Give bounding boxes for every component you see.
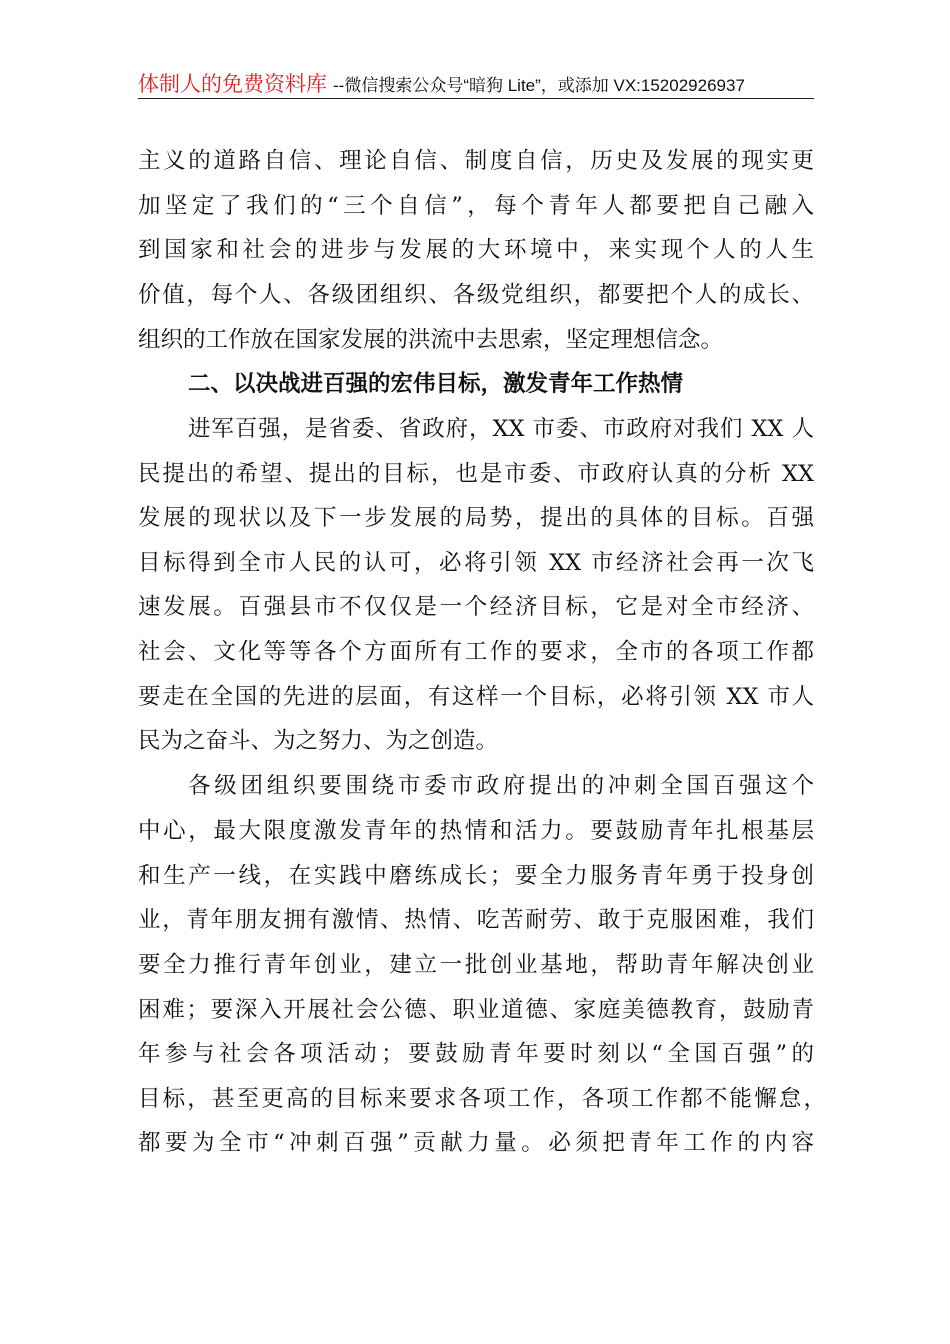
text-line: 进军百强，是省委、省政府，XX 市委、市政府对我们 XX 人 <box>188 416 814 442</box>
text-line: 要全力推行青年创业，建立一批创业基地，帮助青年解决创业 <box>138 952 814 978</box>
text-line: 社会、文化等等各个方面所有工作的要求，全市的各项工作都 <box>138 639 814 665</box>
text-line: 困难；要深入开展社会公德、职业道德、家庭美德教育，鼓励青 <box>138 997 814 1023</box>
text-line: 目标得到全市人民的认可，必将引领 XX 市经济社会再一次飞 <box>138 550 814 576</box>
text-line: 民提出的希望、提出的目标，也是市委、市政府认真的分析 XX <box>138 461 814 487</box>
text-line: 都要为全市“冲刺百强”贡献力量。必须把青年工作的内容 <box>138 1130 814 1156</box>
text-line: 业，青年朋友拥有激情、热情、吃苦耐劳、敢于克服困难，我们 <box>138 907 814 933</box>
section-heading: 二、以决战进百强的宏伟目标，激发青年工作热情 <box>188 371 684 397</box>
text-line: 发展的现状以及下一步发展的局势，提出的具体的目标。百强 <box>138 505 814 531</box>
text-line: 要走在全国的先进的层面，有这样一个目标，必将引领 XX 市人 <box>138 684 814 710</box>
text-line: 和生产一线，在实践中磨练成长；要全力服务青年勇于投身创 <box>138 863 814 889</box>
text-line: 速发展。百强县市不仅仅是一个经济目标，它是对全市经济、 <box>138 594 814 620</box>
text-line: 价值，每个人、各级团组织、各级党组织，都要把个人的成长、 <box>138 282 814 308</box>
text-line: 组织的工作放在国家发展的洪流中去思索，坚定理想信念。 <box>138 327 724 353</box>
page-header <box>138 68 814 99</box>
header-info: --微信搜索公众号“暗狗 Lite”，或添加 VX:15202926937 <box>333 76 745 95</box>
text-line: 主义的道路自信、理论自信、制度自信，历史及发展的现实更 <box>138 148 814 174</box>
text-line: 民为之奋斗、为之努力、为之创造。 <box>138 728 499 754</box>
header-brand: 体制人的免费资料库 <box>138 73 327 96</box>
text-line: 年参与社会各项活动；要鼓励青年要时刻以“全国百强”的 <box>138 1041 814 1067</box>
text-line: 到国家和社会的进步与发展的大环境中，来实现个人的人生 <box>138 237 814 263</box>
text-line: 目标，甚至更高的目标来要求各项工作，各项工作都不能懈怠， <box>138 1086 826 1112</box>
text-line: 加坚定了我们的“三个自信”，每个青年人都要把自己融入 <box>138 193 814 219</box>
text-line: 各级团组织要围绕市委市政府提出的冲刺全国百强这个 <box>188 773 814 799</box>
text-line: 中心，最大限度激发青年的热情和活力。要鼓励青年扎根基层 <box>138 818 814 844</box>
